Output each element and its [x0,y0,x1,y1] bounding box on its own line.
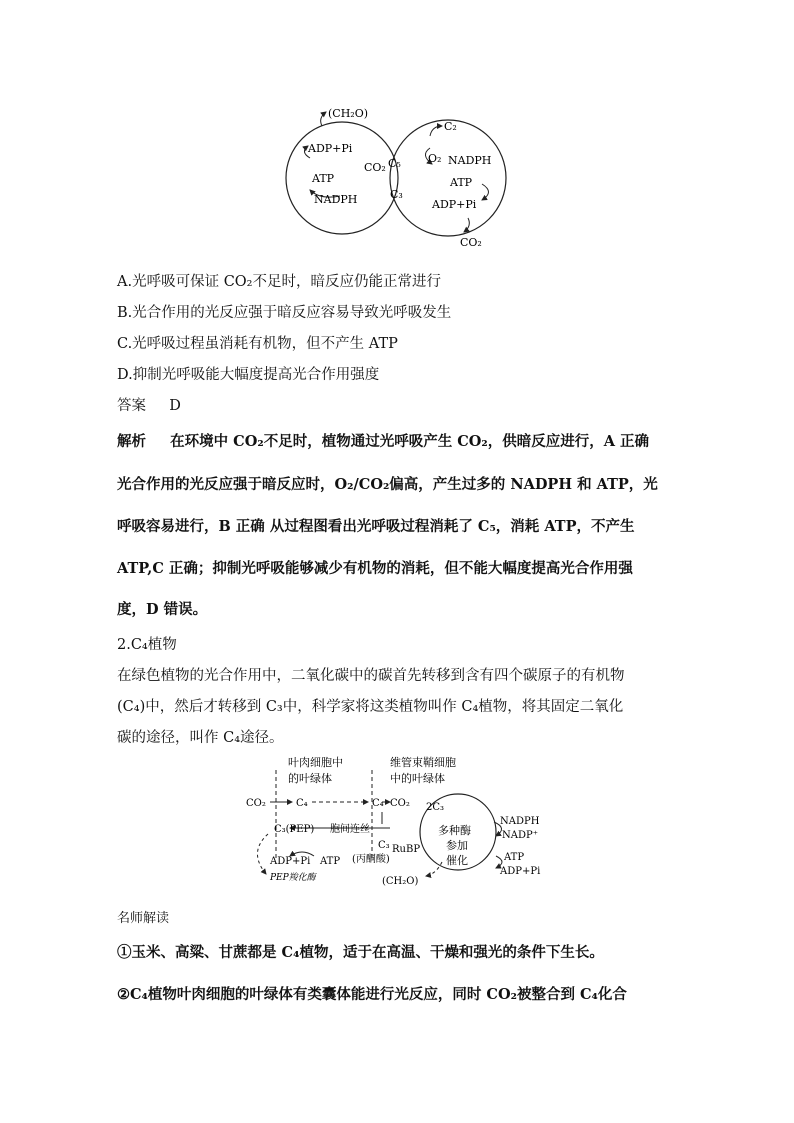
d2-enzymes-2: 参加 [446,839,468,852]
section-title: 2.C₄植物 [117,637,177,653]
d2-bundle-head-2: 中的叶绿体 [390,772,445,785]
d1-o2: O₂ [428,152,442,165]
calvin-cycle-circle [286,122,398,234]
option-a: A.光呼吸可保证 CO₂不足时，暗反应仍能正常进行 [117,274,441,290]
d2-nadp: NADP⁺ [502,830,538,841]
d1-atp-left: ATP [312,172,335,185]
answer-value: D [169,398,181,414]
answer-label: 答案 [117,398,146,414]
d2-adp-pi-left: ADP+Pi [270,856,311,867]
d2-co2-mid: CO₂ [390,798,410,809]
d2-handwritten-label: PEP羧化酶 [270,873,316,883]
d2-ch2o: (CH₂O) [382,876,419,887]
d2-meso-head-1: 叶肉细胞中 [288,756,343,769]
d1-nadph-right: NADPH [448,154,492,167]
d2-adp-pi-right: ADP+Pi [500,866,541,877]
analysis-line-5: 度，D 错误。 [117,601,208,618]
d2-pyruvate: (丙酮酸) [352,854,390,865]
d2-rubp: RuBP [392,844,421,855]
d1-c5: C₅ [388,157,401,170]
analysis-line-2: 光合作用的光反应强于暗反应时，O₂/CO₂偏高，产生过多的 NADPH 和 ATP，光 [117,476,658,493]
d2-plasmodesmata: 胞间连丝 [330,824,370,835]
section-para-2: (C₄)中，然后才转移到 C₃中，科学家将这类植物叫作 C₄植物，将其固定二氧化 [117,699,624,715]
analysis-line-3: 呼吸容易进行，B 正确 从过程图看出光呼吸过程消耗了 C₅，消耗 ATP，不产生 [117,518,635,535]
d2-enzymes-1: 多种酶 [438,824,471,837]
d2-nadph: NADPH [500,816,540,827]
d2-c3-pyr: C₃ [378,840,390,851]
answer-line [117,394,181,415]
d1-adp-pi-left: ADP+Pi [308,142,353,155]
d2-meso-head-2: 的叶绿体 [288,772,332,785]
c4-pathway-diagram [240,752,560,892]
d1-adp-pi-right: ADP+Pi [432,198,477,211]
d1-co2-in: CO₂ [364,161,386,174]
d2-enzymes-3: 催化 [446,854,468,867]
analysis-line-4: ATP,C 正确；抑制光呼吸能够减少有机物的消耗，但不能大幅度提高光合作用强 [117,560,633,577]
d2-c3-pep: C₃(PEP) [274,824,315,835]
analysis-label: 解析 [117,433,146,450]
d1-c3: C₃ [390,188,403,201]
option-c: C.光呼吸过程虽消耗有机物，但不产生 ATP [117,336,398,352]
d2-c4-a: C₄ [296,798,308,809]
d2-atp-right: ATP [504,852,525,863]
d1-co2-out: CO₂ [460,236,482,249]
analysis-line-1 [117,430,649,451]
d2-co2-left: CO₂ [246,798,266,809]
section-para-3: 碳的途径，叫作 C₄途径。 [117,730,284,746]
option-d: D.抑制光呼吸能大幅度提高光合作用强度 [117,367,380,383]
d2-two-c3: 2C₃ [426,802,445,813]
section-para-1: 在绿色植物的光合作用中，二氧化碳中的碳首先转移到含有四个碳原子的有机物 [117,668,625,684]
famous-para-2: ②C₄植物叶肉细胞的叶绿体有类囊体能进行光反应，同时 CO₂被整合到 C₄化合 [117,986,627,1003]
d1-ch2o: (CH₂O) [328,107,369,120]
analysis-text-1: 在环境中 CO₂不足时，植物通过光呼吸产生 CO₂，供暗反应进行，A 正确 [170,433,650,450]
d2-c4-b: C₄ [372,798,384,809]
d1-nadph-left: NADPH [314,193,358,206]
famous-para-1: ①玉米、高粱、甘蔗都是 C₄植物，适于在高温、干燥和强光的条件下生长。 [117,944,604,961]
d1-c2: C₂ [444,120,457,133]
option-b: B.光合作用的光反应强于暗反应容易导致光呼吸发生 [117,305,452,321]
famous-title: 名师解读 [117,911,170,926]
d2-bundle-head-1: 维管束鞘细胞 [390,756,456,769]
photorespiration-diagram [280,100,520,255]
d1-atp-right: ATP [450,176,473,189]
d2-atp-left: ATP [320,856,341,867]
photorespiration-cycle-circle [390,120,506,236]
